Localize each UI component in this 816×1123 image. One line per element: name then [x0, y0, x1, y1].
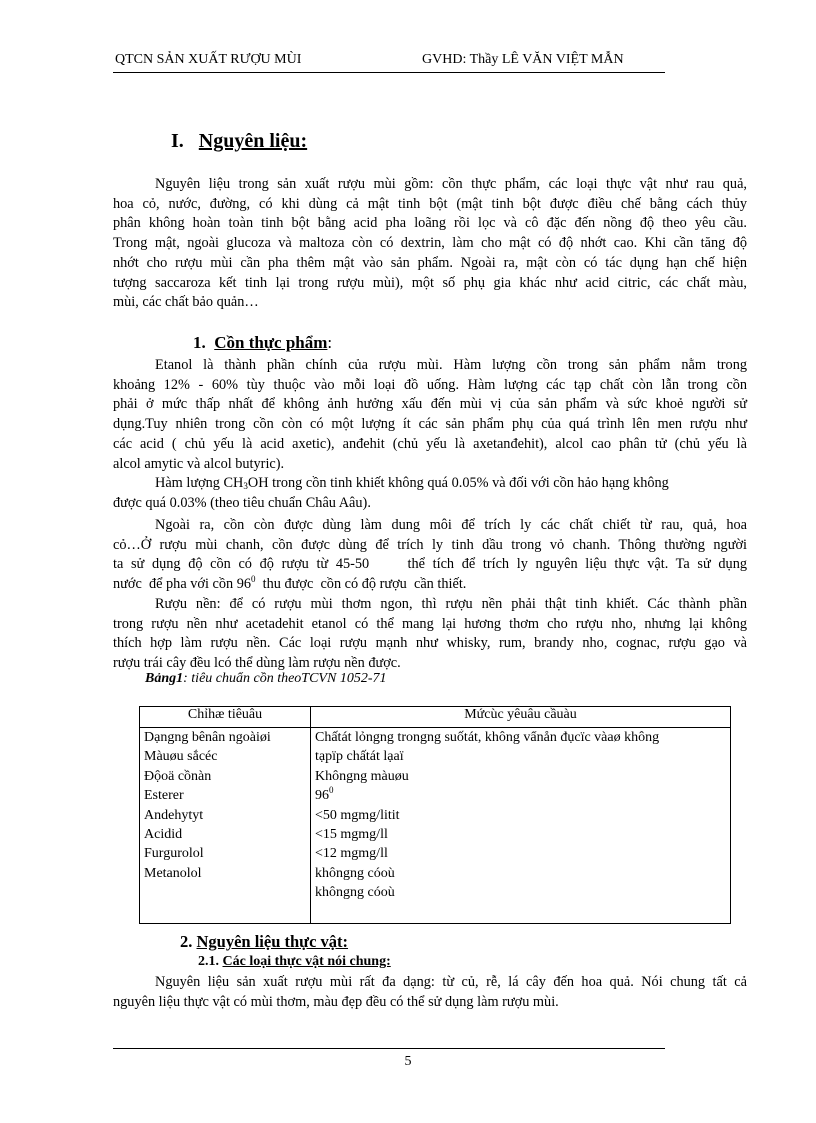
requirement-value: 96	[315, 788, 329, 804]
ethanol-paragraph	[113, 356, 747, 474]
intro-line: nhớt cho rượu mùi cần pha thêm mật vào sản phẩm. Ngoài ra, mật còn có tác dụng hạn chế hiện	[113, 254, 747, 271]
subsection-title: Nguyên liệu thực vật:	[196, 932, 349, 951]
subsubsection-title: Các loại thực vật nói chung:	[222, 954, 391, 969]
solvent-text: thu được cồn có độ rượu cần thiết.	[255, 576, 467, 593]
solvent-paragraph	[113, 516, 747, 595]
requirement-item: khôngng cóoù	[315, 865, 395, 881]
base-liquor-line: rượu trái cây đều lcó thể dùng làm rượu nền được.	[113, 655, 401, 672]
criteria-item: Dạngng bênân ngoàiøi	[144, 730, 271, 745]
requirement-item: <15 mgmg/ll	[315, 827, 388, 843]
criteria-column	[140, 728, 311, 924]
ethanol-line: khoảng 12% - 60% tùy thuộc vào mỗi loại đồ uống. Hàm lượng các tạp chất còn lẫn trong cồn	[113, 376, 747, 393]
base-liquor-line: thích hợp làm rượu nền. Các loại rượu mạnh như whisky, rum, brandy nho, cognac, rượu gạo và	[113, 635, 747, 652]
criteria-item: Độoä cồnàn	[144, 768, 212, 784]
ethanol-line: phải ở mức thấp nhất để không ảnh hưởng xấu đến mùi vị của sản phẩm và sức khoẻ người sử	[113, 396, 747, 413]
caption-label: Bảng1	[145, 671, 184, 686]
subsubsection-heading	[198, 954, 391, 970]
solvent-line: Ngoài ra, cồn còn được dùng làm dung môi để trích ly các chất chiết từ rau, quả, hoa	[155, 517, 747, 533]
page-header	[113, 50, 665, 73]
plant-paragraph	[113, 973, 747, 1012]
requirement-item: tạpïp chấtát lạaï	[315, 749, 404, 765]
subsection-number: 2.	[180, 932, 193, 951]
intro-line: Trong mật, ngoài glucoza và maltoza còn có dextrin, làm cho mật có độ nhớt cao. Khi cần tăng độ	[113, 235, 747, 252]
requirement-item: khôngng cóoù	[315, 885, 395, 901]
subsection-number: 1.	[193, 333, 206, 352]
solvent-line: cỏ…Ở rượu mùi chanh, cồn được dùng để trích ly tinh dầu trong vỏ chanh. Thông thường người	[113, 536, 747, 553]
table-header-cell: Mứcùc yêuâu cầuàu	[311, 707, 731, 728]
criteria-item: Andehytyt	[144, 807, 204, 823]
methanol-line: được quá 0.03% (theo tiêu chuẩn Châu Aâu).	[113, 494, 371, 511]
ethanol-line: dụng.Tuy nhiên trong cồn còn có một lượng ít các sản phẩm phụ của quá trình lên men rượu như	[113, 416, 747, 433]
plant-line: nguyên liệu thực vật có mùi thơm, màu đẹp đều có thể sử dụng làm rượu mùi.	[113, 993, 559, 1010]
requirement-item: Chấtát lỏngng trongng suốtát, không vẩnån đụcïc vàaø không	[315, 730, 660, 745]
subsection-title: Cồn thực phẩm	[214, 333, 328, 352]
section-number: I.	[171, 130, 184, 152]
subsection-colon: :	[327, 333, 333, 352]
intro-line: tượng saccaroza kết tinh lại trong rượu mùi), một số phụ gia khác như acid citric, các chất màu,	[113, 274, 747, 291]
intro-line: phân không hoàn toàn tinh bột bằng acid pha loãng rồi lọc và cô đặc đến nồng độ theo yêu cầu.	[113, 215, 747, 232]
ethanol-line: alcol amytic và alcol butyric).	[113, 455, 285, 472]
intro-line: mùi, các chất bảo quản…	[113, 294, 259, 311]
superscript: 0	[329, 786, 334, 796]
caption-text: : tiêu chuẩn cồn theoTCVN 1052-71	[183, 671, 387, 686]
section-heading-1	[171, 130, 307, 153]
subsection-heading-1	[193, 333, 332, 353]
intro-paragraph	[113, 175, 747, 313]
footer-rule	[113, 1048, 665, 1049]
requirement-column	[311, 728, 731, 924]
base-liquor-line: trong rượu nền như acetadehit etanol có thể mang lại hương thơm cho rượu nho, nhưng lại không	[113, 615, 747, 632]
intro-line: hoa cỏ, nước, đường, có khi dùng cả mật tinh bột (mật tinh bột được điều chế bằng cách thủy	[113, 195, 747, 212]
subscript: 3	[243, 481, 248, 491]
base-liquor-paragraph	[113, 595, 747, 674]
header-right: GVHD: Thầy LÊ VĂN VIỆT MẪN	[422, 52, 624, 67]
methanol-text: Hàm lượng CH	[155, 475, 244, 491]
criteria-item: Furgurolol	[144, 846, 204, 862]
plant-line: Nguyên liệu sản xuất rượu mùi rất đa dạng: từ củ, rễ, lá cây đến hoa quả. Nói chung tất cả	[155, 974, 747, 990]
requirement-item	[315, 786, 726, 805]
methanol-text: OH trong cồn tinh khiết không quá 0.05% và đối với cồn hảo hạng không	[247, 475, 669, 491]
ethanol-line: các acid ( chủ yếu là acid axetic), anđehit (chủ yếu là axetanđehit), alcol cao phân tử (chủ yếu là	[113, 435, 747, 452]
table-row	[140, 728, 731, 924]
page-number: 5	[404, 1054, 412, 1069]
requirement-item: <12 mgmg/ll	[315, 846, 388, 862]
criteria-item: Màuøu sắcéc	[144, 749, 218, 765]
methanol-line	[113, 474, 747, 494]
solvent-line	[113, 575, 747, 595]
table-header-cell: Chỉhæ tiêuâu	[140, 707, 311, 728]
methanol-paragraph	[113, 474, 747, 513]
superscript: 0	[251, 574, 256, 585]
subsection-heading-2	[180, 932, 348, 952]
requirement-item: Khôngng màuøu	[315, 768, 409, 784]
requirement-item: <50 mgmg/litit	[315, 807, 400, 823]
alcohol-standard-table	[139, 706, 731, 924]
criteria-item: Esterer	[144, 788, 184, 804]
subsubsection-number: 2.1.	[198, 954, 219, 969]
base-liquor-line: Rượu nền: để có rượu mùi thơm ngon, thì rượu nền phải thật tinh khiết. Các thành phần	[155, 596, 747, 612]
solvent-text: nước để pha với cồn 96	[113, 576, 252, 593]
intro-line: Nguyên liệu trong sản xuất rượu mùi gồm: cồn thực phẩm, các loại thực vật như rau quả,	[155, 176, 747, 192]
table-header-row	[140, 707, 731, 728]
section-title: Nguyên liệu:	[198, 130, 308, 152]
ethanol-line: Etanol là thành phần chính của rượu mùi. Hàm lượng cồn trong sản phẩm nằm trong	[155, 357, 747, 373]
table-caption	[145, 671, 387, 687]
criteria-item: Acidid	[144, 827, 183, 843]
criteria-item: Metanolol	[144, 865, 202, 881]
header-left: QTCN SẢN XUẤT RƯỢU MÙI	[115, 52, 302, 67]
solvent-line: ta sử dụng độ cồn có độ rượu từ 45-50 thể tích để trích ly nguyên liệu thực vật. Ta sử dụng	[113, 556, 747, 573]
